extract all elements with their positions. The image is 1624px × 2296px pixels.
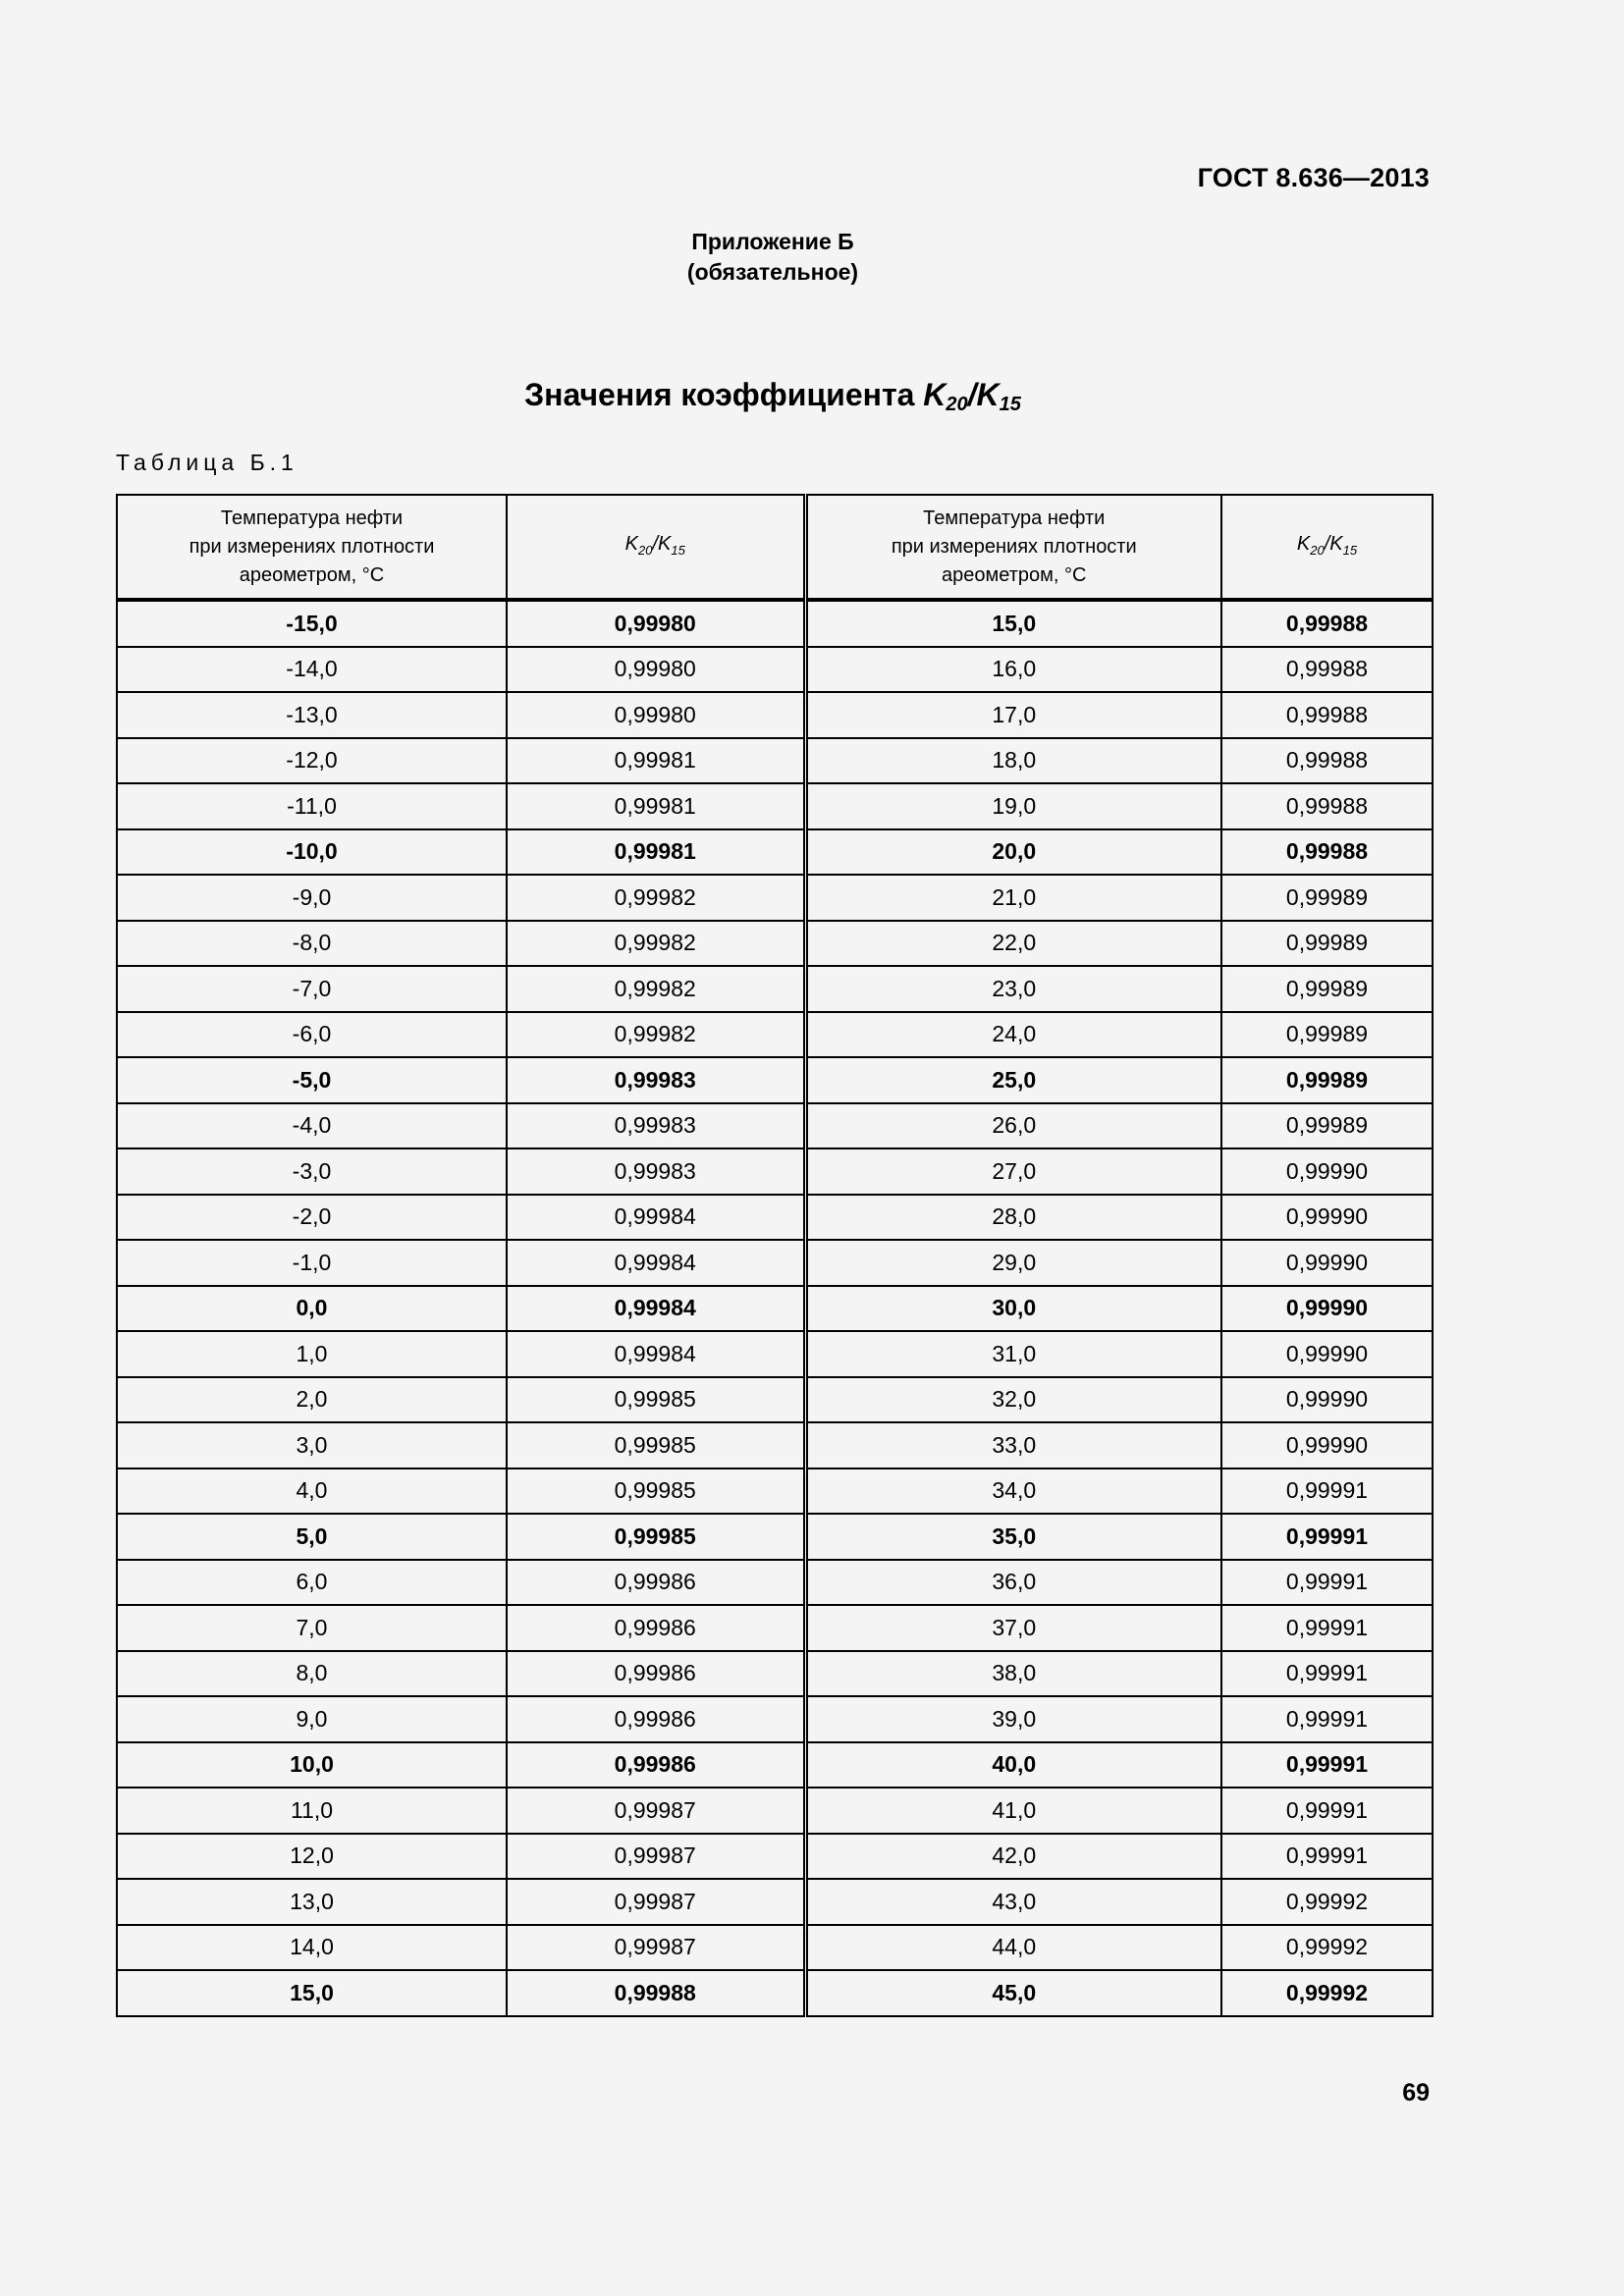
header-coefficient-left: $K_{20}/K_{15}$	[507, 495, 805, 600]
table-row	[117, 1788, 1433, 1834]
coefficient-right-cell: 0,99988	[1221, 600, 1433, 647]
coefficient-left-cell: 0,99984	[507, 1240, 805, 1286]
coefficient-right-cell: 0,99990	[1221, 1148, 1433, 1195]
temperature-left-cell: 11,0	[117, 1788, 507, 1834]
coefficient-left-cell: 0,99981	[507, 783, 805, 829]
coefficient-left-cell: 0,99983	[507, 1103, 805, 1149]
table-row	[117, 921, 1433, 967]
coefficient-right-cell: 0,99989	[1221, 966, 1433, 1012]
coefficient-right-cell: 0,99991	[1221, 1834, 1433, 1880]
temperature-right-cell: 44,0	[805, 1925, 1221, 1971]
coefficient-left-cell: 0,99981	[507, 829, 805, 876]
coefficient-left-cell: 0,99980	[507, 692, 805, 738]
coefficient-left-cell: 0,99984	[507, 1195, 805, 1241]
temperature-left-cell: -8,0	[117, 921, 507, 967]
coefficient-left-cell: 0,99985	[507, 1422, 805, 1468]
temperature-left-cell: -4,0	[117, 1103, 507, 1149]
temperature-right-cell: 15,0	[805, 600, 1221, 647]
coefficient-left-cell: 0,99980	[507, 647, 805, 693]
coefficient-right-cell: 0,99989	[1221, 921, 1433, 967]
title-k-symbol: $K_{20}/K_{15}$	[923, 377, 1021, 415]
temperature-right-cell: 24,0	[805, 1012, 1221, 1058]
temperature-left-cell: -12,0	[117, 738, 507, 784]
coefficient-right-cell: 0,99991	[1221, 1651, 1433, 1697]
coefficient-right-cell: 0,99991	[1221, 1742, 1433, 1789]
coefficient-right-cell: 0,99988	[1221, 783, 1433, 829]
coefficient-right-cell: 0,99990	[1221, 1331, 1433, 1377]
table-row	[117, 1514, 1433, 1560]
table-row	[117, 1468, 1433, 1515]
table-row	[117, 1879, 1433, 1925]
table-row	[117, 1012, 1433, 1058]
table-row	[117, 829, 1433, 876]
table-row	[117, 600, 1433, 647]
temperature-right-cell: 22,0	[805, 921, 1221, 967]
temperature-left-cell: -7,0	[117, 966, 507, 1012]
temperature-left-cell: -2,0	[117, 1195, 507, 1241]
table-row	[117, 1057, 1433, 1103]
page-number: 69	[1402, 2079, 1430, 2107]
table-row	[117, 647, 1433, 693]
document-code: ГОСТ 8.636—2013	[1197, 163, 1430, 192]
coefficient-right-cell: 0,99990	[1221, 1377, 1433, 1423]
temperature-left-cell: 1,0	[117, 1331, 507, 1377]
coefficient-right-cell: 0,99992	[1221, 1925, 1433, 1971]
coefficient-right-cell: 0,99991	[1221, 1605, 1433, 1651]
coefficient-left-cell: 0,99987	[507, 1788, 805, 1834]
header-temperature-right: Температура нефти при измерениях плотности ареометром, °C	[805, 495, 1221, 600]
coefficient-left-cell: 0,99985	[507, 1468, 805, 1515]
temperature-left-cell: -3,0	[117, 1148, 507, 1195]
table-row	[117, 1195, 1433, 1241]
coefficient-right-cell: 0,99990	[1221, 1422, 1433, 1468]
coefficient-right-cell: 0,99991	[1221, 1788, 1433, 1834]
table-row	[117, 1605, 1433, 1651]
table-label: Таблица Б.1	[116, 450, 298, 475]
temperature-right-cell: 27,0	[805, 1148, 1221, 1195]
coefficient-right-cell: 0,99991	[1221, 1468, 1433, 1515]
temperature-right-cell: 35,0	[805, 1514, 1221, 1560]
temperature-right-cell: 45,0	[805, 1970, 1221, 2016]
table-header-row	[117, 495, 1433, 600]
coefficient-left-cell: 0,99986	[507, 1605, 805, 1651]
coefficient-right-cell: 0,99990	[1221, 1240, 1433, 1286]
header-coefficient-right: $K_{20}/K_{15}$	[1221, 495, 1433, 600]
temperature-left-cell: 8,0	[117, 1651, 507, 1697]
coefficient-left-cell: 0,99987	[507, 1879, 805, 1925]
temperature-left-cell: -14,0	[117, 647, 507, 693]
temperature-right-cell: 40,0	[805, 1742, 1221, 1789]
temperature-left-cell: 4,0	[117, 1468, 507, 1515]
coefficient-left-cell: 0,99986	[507, 1696, 805, 1742]
temperature-left-cell: -1,0	[117, 1240, 507, 1286]
temperature-left-cell: 7,0	[117, 1605, 507, 1651]
table-row	[117, 1422, 1433, 1468]
coefficient-left-cell: 0,99983	[507, 1057, 805, 1103]
coefficient-left-cell: 0,99988	[507, 1970, 805, 2016]
table-body	[117, 600, 1433, 2016]
temperature-left-cell: -13,0	[117, 692, 507, 738]
coefficient-right-cell: 0,99988	[1221, 738, 1433, 784]
table-row	[117, 738, 1433, 784]
coefficient-right-cell: 0,99990	[1221, 1286, 1433, 1332]
temperature-right-cell: 28,0	[805, 1195, 1221, 1241]
coefficient-right-cell: 0,99988	[1221, 647, 1433, 693]
coefficient-right-cell: 0,99991	[1221, 1514, 1433, 1560]
coefficient-right-cell: 0,99991	[1221, 1560, 1433, 1606]
table-row	[117, 1742, 1433, 1789]
coefficient-left-cell: 0,99982	[507, 875, 805, 921]
temperature-left-cell: 2,0	[117, 1377, 507, 1423]
coefficient-right-cell: 0,99988	[1221, 692, 1433, 738]
coefficient-left-cell: 0,99980	[507, 600, 805, 647]
temperature-right-cell: 19,0	[805, 783, 1221, 829]
temperature-right-cell: 32,0	[805, 1377, 1221, 1423]
table-row	[117, 783, 1433, 829]
temperature-left-cell: -15,0	[117, 600, 507, 647]
temperature-left-cell: 9,0	[117, 1696, 507, 1742]
table-row	[117, 692, 1433, 738]
coefficient-left-cell: 0,99985	[507, 1514, 805, 1560]
coefficient-left-cell: 0,99986	[507, 1651, 805, 1697]
temperature-right-cell: 16,0	[805, 647, 1221, 693]
temperature-right-cell: 38,0	[805, 1651, 1221, 1697]
appendix-status: (обязательное)	[686, 259, 859, 285]
temperature-left-cell: 6,0	[117, 1560, 507, 1606]
coefficient-left-cell: 0,99983	[507, 1148, 805, 1195]
temperature-right-cell: 33,0	[805, 1422, 1221, 1468]
table-row	[117, 1286, 1433, 1332]
appendix-heading	[0, 227, 1545, 288]
temperature-right-cell: 23,0	[805, 966, 1221, 1012]
table-row	[117, 1103, 1433, 1149]
table-row	[117, 1377, 1433, 1423]
temperature-right-cell: 21,0	[805, 875, 1221, 921]
coefficient-left-cell: 0,99982	[507, 966, 805, 1012]
coefficient-left-cell: 0,99984	[507, 1286, 805, 1332]
temperature-right-cell: 17,0	[805, 692, 1221, 738]
coefficient-right-cell: 0,99988	[1221, 829, 1433, 876]
coefficient-left-cell: 0,99987	[507, 1925, 805, 1971]
temperature-left-cell: 13,0	[117, 1879, 507, 1925]
header-temperature-left: Температура нефти при измерениях плотности ареометром, °C	[117, 495, 507, 600]
table-row	[117, 1970, 1433, 2016]
coefficient-right-cell: 0,99992	[1221, 1970, 1433, 2016]
temperature-left-cell: 12,0	[117, 1834, 507, 1880]
title-text: Значения коэффициента	[524, 377, 924, 412]
coefficient-right-cell: 0,99989	[1221, 1057, 1433, 1103]
temperature-left-cell: 0,0	[117, 1286, 507, 1332]
temperature-left-cell: 3,0	[117, 1422, 507, 1468]
temperature-right-cell: 25,0	[805, 1057, 1221, 1103]
temperature-right-cell: 31,0	[805, 1331, 1221, 1377]
coefficient-left-cell: 0,99982	[507, 921, 805, 967]
table-row	[117, 1834, 1433, 1880]
coefficient-left-cell: 0,99986	[507, 1560, 805, 1606]
temperature-left-cell: -9,0	[117, 875, 507, 921]
table-row	[117, 1560, 1433, 1606]
table-row	[117, 875, 1433, 921]
temperature-left-cell: 14,0	[117, 1925, 507, 1971]
temperature-right-cell: 39,0	[805, 1696, 1221, 1742]
appendix-title: Приложение Б	[691, 229, 854, 254]
coefficient-right-cell: 0,99992	[1221, 1879, 1433, 1925]
table-row	[117, 1651, 1433, 1697]
temperature-right-cell: 42,0	[805, 1834, 1221, 1880]
temperature-left-cell: 5,0	[117, 1514, 507, 1560]
coefficient-right-cell: 0,99989	[1221, 1103, 1433, 1149]
coefficient-table	[116, 494, 1434, 2017]
temperature-right-cell: 36,0	[805, 1560, 1221, 1606]
temperature-right-cell: 20,0	[805, 829, 1221, 876]
coefficient-right-cell: 0,99989	[1221, 1012, 1433, 1058]
temperature-right-cell: 41,0	[805, 1788, 1221, 1834]
coefficient-right-cell: 0,99989	[1221, 875, 1433, 921]
coefficient-left-cell: 0,99986	[507, 1742, 805, 1789]
coefficient-left-cell: 0,99985	[507, 1377, 805, 1423]
coefficient-right-cell: 0,99990	[1221, 1195, 1433, 1241]
temperature-right-cell: 34,0	[805, 1468, 1221, 1515]
table-row	[117, 1925, 1433, 1971]
coefficient-left-cell: 0,99982	[507, 1012, 805, 1058]
table-row	[117, 966, 1433, 1012]
temperature-right-cell: 37,0	[805, 1605, 1221, 1651]
page-title	[0, 377, 1545, 416]
temperature-left-cell: -6,0	[117, 1012, 507, 1058]
table-row	[117, 1148, 1433, 1195]
temperature-right-cell: 30,0	[805, 1286, 1221, 1332]
coefficient-left-cell: 0,99984	[507, 1331, 805, 1377]
coefficient-left-cell: 0,99981	[507, 738, 805, 784]
table-row	[117, 1696, 1433, 1742]
temperature-left-cell: 10,0	[117, 1742, 507, 1789]
temperature-right-cell: 43,0	[805, 1879, 1221, 1925]
table-row	[117, 1331, 1433, 1377]
temperature-right-cell: 18,0	[805, 738, 1221, 784]
temperature-right-cell: 29,0	[805, 1240, 1221, 1286]
temperature-left-cell: -5,0	[117, 1057, 507, 1103]
table-row	[117, 1240, 1433, 1286]
temperature-right-cell: 26,0	[805, 1103, 1221, 1149]
temperature-left-cell: -10,0	[117, 829, 507, 876]
temperature-left-cell: -11,0	[117, 783, 507, 829]
coefficient-right-cell: 0,99991	[1221, 1696, 1433, 1742]
temperature-left-cell: 15,0	[117, 1970, 507, 2016]
coefficient-left-cell: 0,99987	[507, 1834, 805, 1880]
